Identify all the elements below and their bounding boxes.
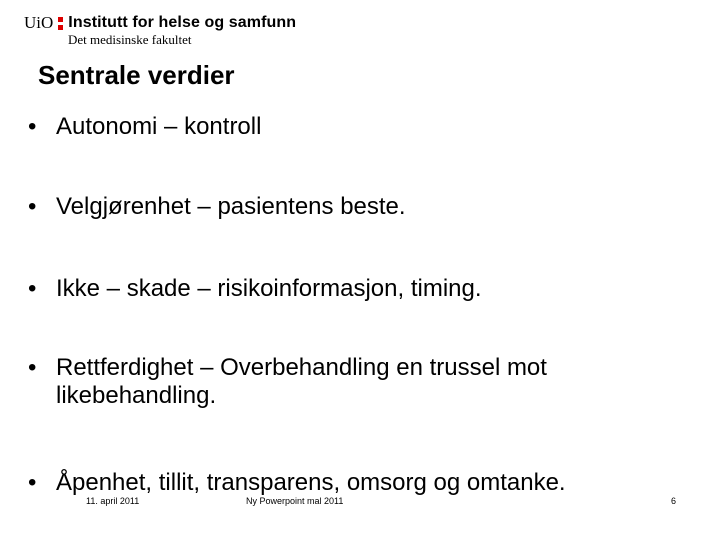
uio-colon-icon xyxy=(58,17,63,30)
bullet-item xyxy=(28,469,668,497)
bullet-icon: • xyxy=(28,469,37,496)
bullet-item xyxy=(28,113,668,141)
bullet-icon: • xyxy=(28,275,37,302)
uio-logo xyxy=(24,12,296,34)
bullet-item xyxy=(28,275,668,303)
bullet-text: Rettferdighet – Overbehandling en trussel mot likebehandling. xyxy=(56,354,547,409)
uio-logo-text: UiO xyxy=(24,13,54,32)
bullet-text: Autonomi – kontroll xyxy=(56,113,262,140)
bullet-icon: • xyxy=(28,113,37,140)
institution-header xyxy=(24,12,297,47)
slide-title: Sentrale verdier xyxy=(38,60,235,90)
bullet-item xyxy=(28,193,668,221)
bullet-item xyxy=(28,354,668,410)
footer-date: 11. april 2011 xyxy=(86,496,140,506)
institute-name: Institutt for helse og samfunn xyxy=(68,14,297,31)
bullet-text: Ikke – skade – risikoinformasjon, timing. xyxy=(56,275,482,302)
faculty-name: Det medisinske fakultet xyxy=(68,32,192,47)
page-number: 6 xyxy=(671,496,677,506)
bullet-text: Velgjørenhet – pasientens beste. xyxy=(56,193,406,220)
bullet-text: Åpenhet, tillit, transparens, omsorg og omtanke. xyxy=(56,469,566,496)
footer-template: Ny Powerpoint mal 2011 xyxy=(246,496,344,506)
bullet-icon: • xyxy=(28,193,37,220)
bullet-icon: • xyxy=(28,354,37,381)
